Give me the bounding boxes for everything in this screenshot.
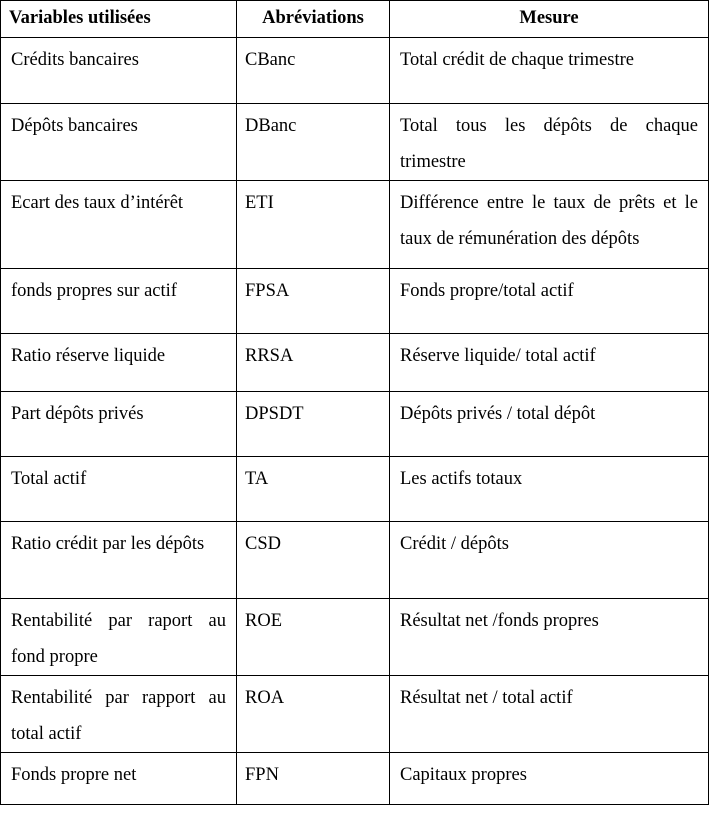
cell-abbreviation: FPSA	[237, 269, 390, 334]
cell-abbreviation: DBanc	[237, 104, 390, 181]
cell-variable: Part dépôts privés	[1, 392, 237, 457]
cell-variable: Fonds propre net	[1, 753, 237, 805]
cell-abbreviation: ROA	[237, 676, 390, 753]
cell-measure: Résultat net / total actif	[390, 676, 709, 753]
cell-measure: Résultat net /fonds propres	[390, 599, 709, 676]
cell-measure: Total crédit de chaque trimestre	[390, 38, 709, 104]
cell-abbreviation: FPN	[237, 753, 390, 805]
cell-measure: Dépôts privés / total dépôt	[390, 392, 709, 457]
header-abbreviations: Abréviations	[237, 1, 390, 38]
cell-variable: Ratio crédit par les dépôts	[1, 522, 237, 599]
table-row	[1, 181, 709, 269]
table-row	[1, 269, 709, 334]
table-row	[1, 599, 709, 676]
cell-abbreviation: CSD	[237, 522, 390, 599]
cell-measure: Crédit / dépôts	[390, 522, 709, 599]
table-row	[1, 104, 709, 181]
table-row	[1, 522, 709, 599]
cell-measure: Les actifs totaux	[390, 457, 709, 522]
table-row	[1, 334, 709, 392]
cell-abbreviation: RRSA	[237, 334, 390, 392]
cell-abbreviation: TA	[237, 457, 390, 522]
table-row	[1, 392, 709, 457]
table-row	[1, 753, 709, 805]
cell-variable: Ecart des taux d’intérêt	[1, 181, 237, 269]
cell-measure: Capitaux propres	[390, 753, 709, 805]
table-header-row	[1, 1, 709, 38]
cell-measure: Total tous les dépôts de chaque trimestre	[390, 104, 709, 181]
cell-abbreviation: CBanc	[237, 38, 390, 104]
cell-variable: Dépôts bancaires	[1, 104, 237, 181]
table-row	[1, 38, 709, 104]
cell-measure: Réserve liquide/ total actif	[390, 334, 709, 392]
table-row	[1, 457, 709, 522]
cell-variable: Total actif	[1, 457, 237, 522]
cell-measure: Différence entre le taux de prêts et le taux de rémunération des dépôts	[390, 181, 709, 269]
cell-abbreviation: DPSDT	[237, 392, 390, 457]
cell-abbreviation: ETI	[237, 181, 390, 269]
cell-variable: Rentabilité par rapport au total actif	[1, 676, 237, 753]
cell-variable: Rentabilité par raport au fond propre	[1, 599, 237, 676]
cell-variable: Ratio réserve liquide	[1, 334, 237, 392]
header-measure: Mesure	[390, 1, 709, 38]
cell-measure: Fonds propre/total actif	[390, 269, 709, 334]
cell-abbreviation: ROE	[237, 599, 390, 676]
cell-variable: Crédits bancaires	[1, 38, 237, 104]
table-row	[1, 676, 709, 753]
cell-variable: fonds propres sur actif	[1, 269, 237, 334]
header-variables: Variables utilisées	[1, 1, 237, 38]
